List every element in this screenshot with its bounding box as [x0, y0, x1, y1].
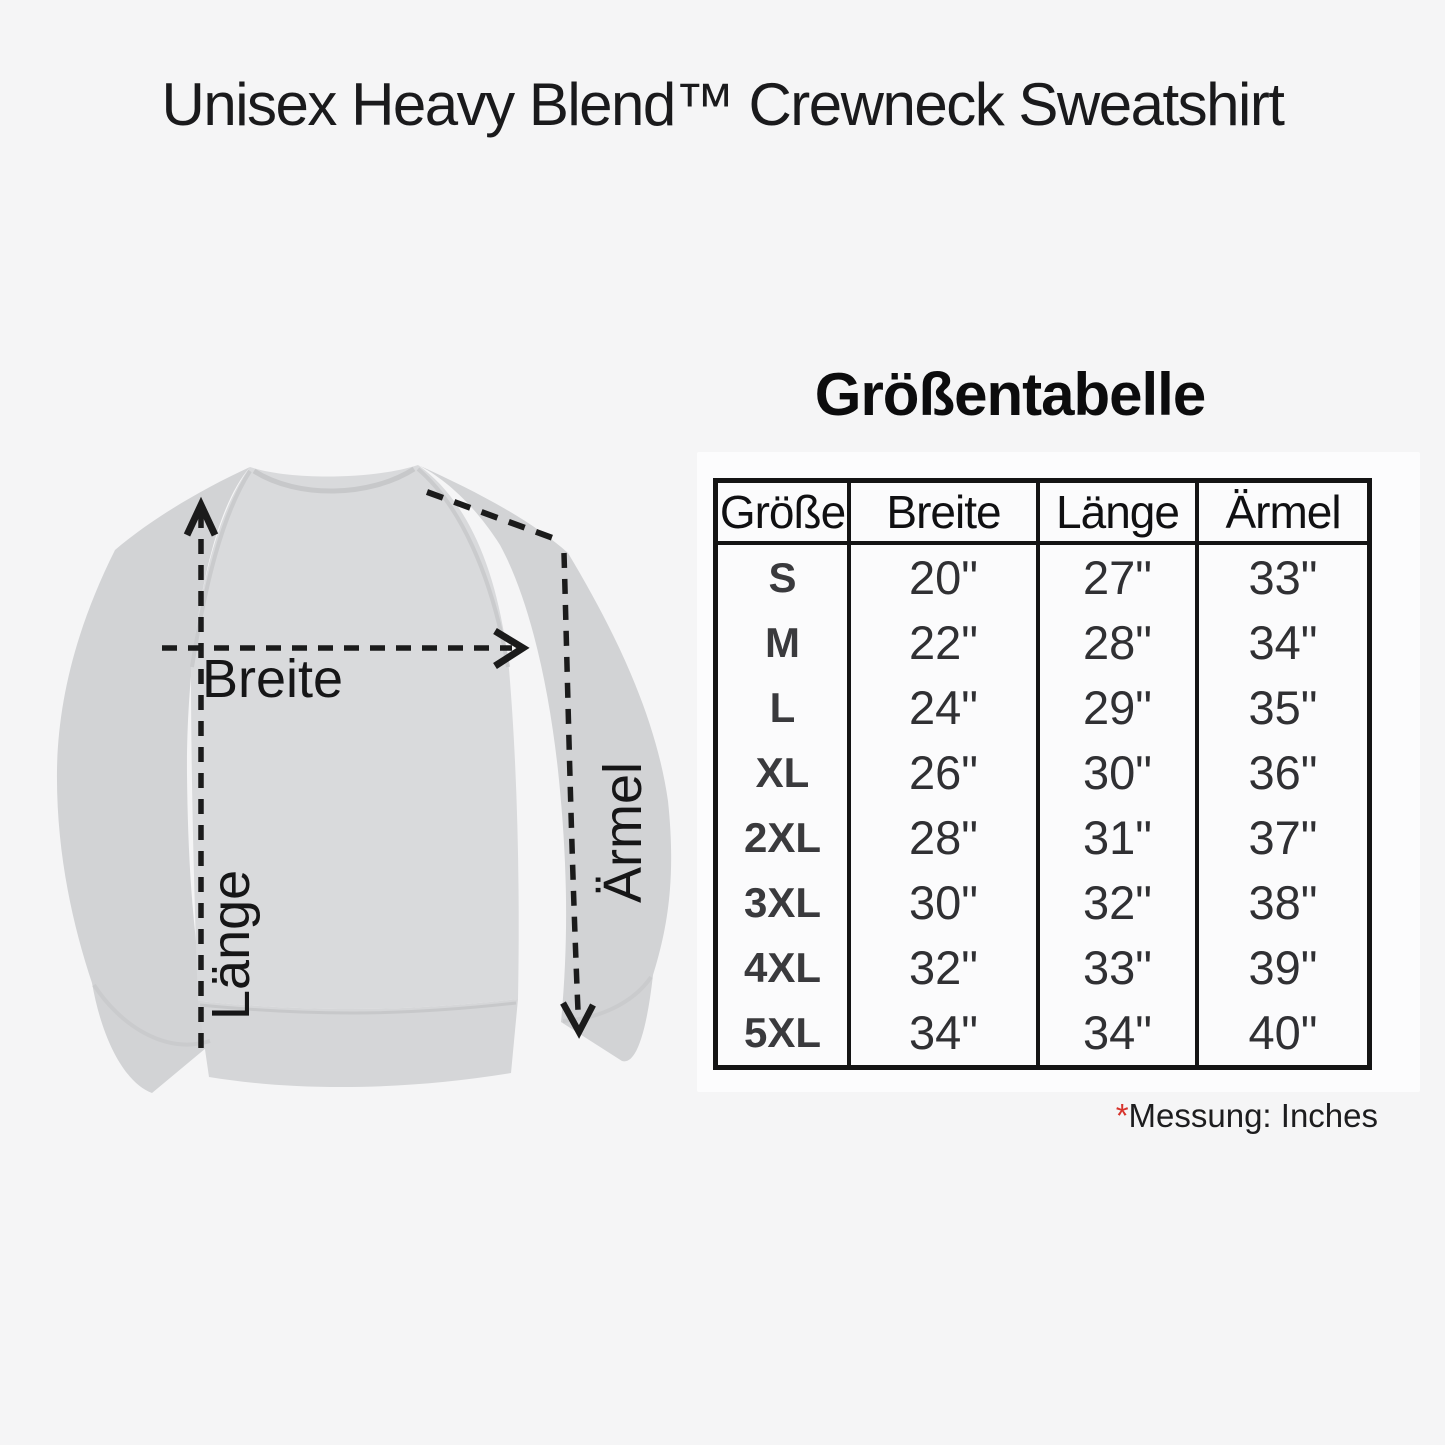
measurement-cell: 33" — [1248, 551, 1318, 604]
measurement-cell: 30" — [851, 870, 1040, 935]
column-header-4: Ärmel — [1199, 483, 1367, 545]
measurement-cell: 34" — [1248, 616, 1318, 669]
size-cell: 3XL — [718, 870, 851, 935]
page-title: Unisex Heavy Blend™ Crewneck Sweatshirt — [161, 71, 1284, 138]
size-cell: M — [718, 610, 851, 675]
size-cell: 4XL — [718, 935, 851, 1000]
size-cell: XL — [718, 740, 851, 805]
column-header-1: Größe — [718, 483, 851, 545]
measurement-footnote — [858, 1097, 1378, 1135]
measurement-cell: 40" — [1248, 1006, 1318, 1059]
measurement-cell: 29" — [1040, 675, 1199, 740]
column-header-3: Länge — [1040, 483, 1199, 545]
measurement-cell: 34" — [851, 1000, 1040, 1065]
measurement-cell: 30" — [1040, 740, 1199, 805]
measurement-cell: 39" — [1248, 941, 1318, 994]
footnote-asterisk: * — [1115, 1097, 1129, 1134]
measurement-cell: 37" — [1248, 811, 1318, 864]
sweatshirt-diagram-svg — [40, 445, 680, 1105]
sleeve-label: Ärmel — [593, 761, 653, 903]
measurement-cell: 38" — [1248, 876, 1318, 929]
measurement-cell: 36" — [1248, 746, 1318, 799]
measurement-cell: 27" — [1040, 545, 1199, 610]
measurement-diagram — [40, 445, 680, 1105]
measurement-cell: 26" — [851, 740, 1040, 805]
measurement-cell: 34" — [1040, 1000, 1199, 1065]
measurement-cell: 22" — [851, 610, 1040, 675]
footnote-text: Messung: Inches — [1128, 1097, 1378, 1134]
measurement-cell: 20" — [851, 545, 1040, 610]
measurement-cell: 32" — [851, 935, 1040, 1000]
size-cell: L — [718, 675, 851, 740]
size-cell: S — [718, 545, 851, 610]
width-label: Breite — [202, 649, 344, 709]
measurement-cell: 31" — [1040, 805, 1199, 870]
measurement-cell: 33" — [1040, 935, 1199, 1000]
size-cell: 2XL — [718, 805, 851, 870]
measurement-cell: 24" — [851, 675, 1040, 740]
length-label: Länge — [201, 869, 261, 1020]
measurement-cell: 28" — [851, 805, 1040, 870]
measurement-cell: 32" — [1040, 870, 1199, 935]
column-header-2: Breite — [851, 483, 1040, 545]
measurement-cell: 28" — [1040, 610, 1199, 675]
size-cell: 5XL — [718, 1000, 851, 1065]
size-chart-heading: Größentabelle — [814, 361, 1206, 428]
measurement-cell: 35" — [1248, 681, 1318, 734]
size-table — [713, 478, 1372, 1070]
